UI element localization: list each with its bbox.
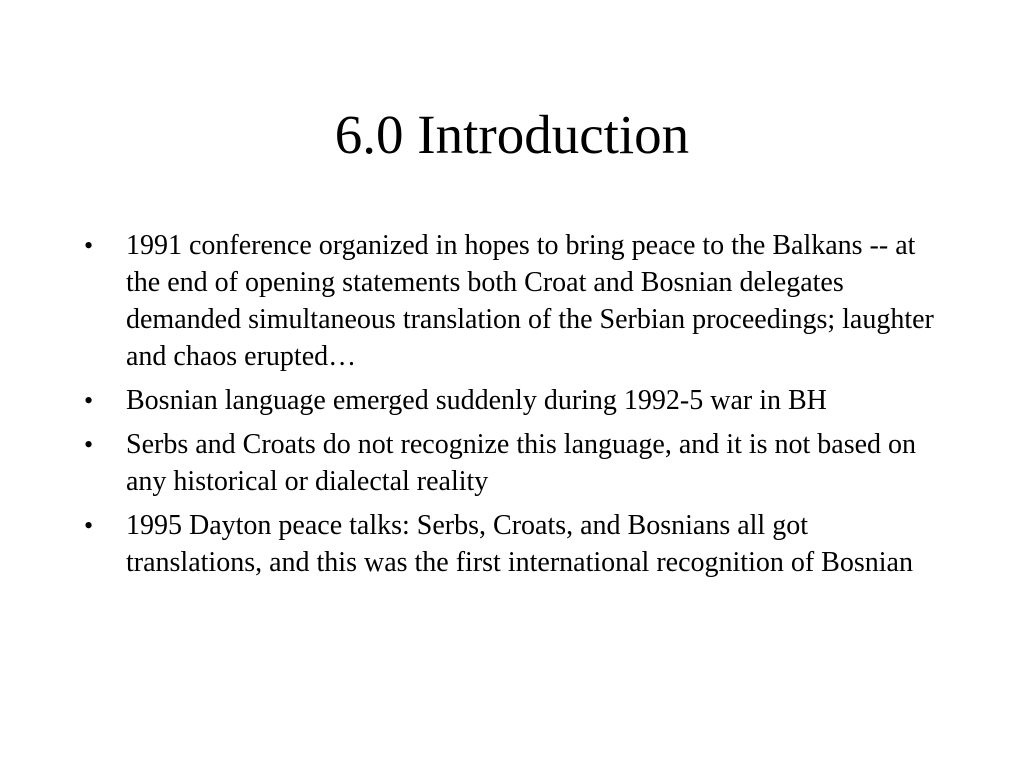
bullet-list [80, 227, 950, 588]
bullet-marker: • [84, 231, 94, 260]
bullet-text: Serbs and Croats do not recognize this language, and it is not based on any historical or dialectal reality [126, 429, 917, 497]
bullet-text: Bosnian language emerged suddenly during 1992-5 war in BH [126, 385, 827, 416]
bullet-marker: • [84, 430, 94, 459]
bullet-item [80, 426, 950, 500]
bullet-marker: • [84, 511, 94, 540]
slide-title: 6.0 Introduction [334, 104, 690, 165]
bullet-marker: • [84, 386, 94, 415]
bullet-text: 1995 Dayton peace talks: Serbs, Croats, and Bosnians all got translations, and this was the first international recognition of Bosnian [126, 510, 913, 578]
bullet-item [80, 507, 950, 581]
bullet-item [80, 227, 950, 375]
bullet-text: 1991 conference organized in hopes to bring peace to the Balkans -- at the end of opening statements both Croat and Bosnian delegates demanded simultaneous translation of the Serbian proceedings; laughter and chaos erupted… [126, 230, 934, 372]
bullet-item [80, 382, 950, 419]
